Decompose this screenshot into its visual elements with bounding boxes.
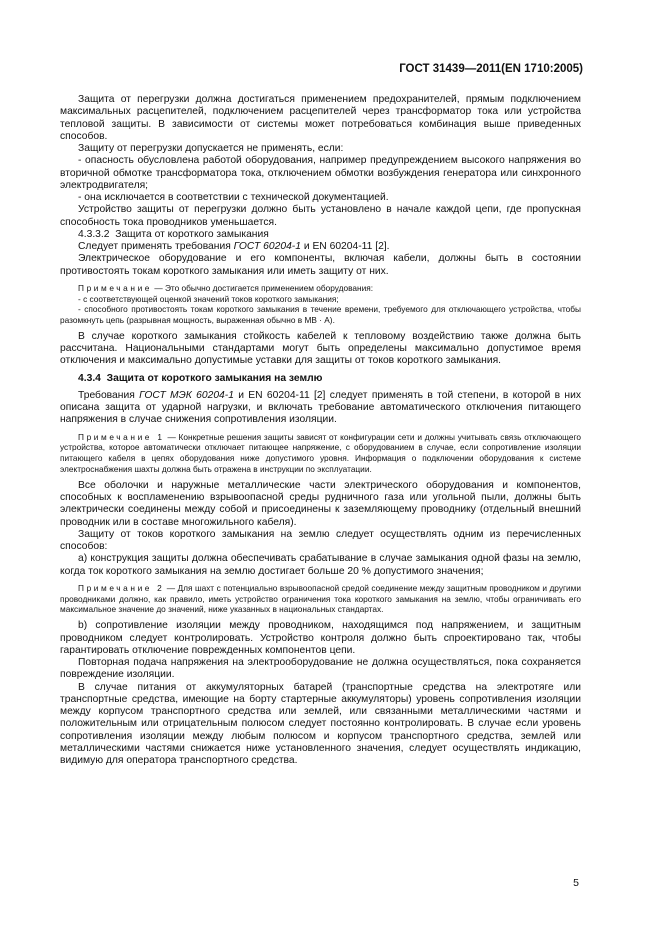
note-list-item: - с соответствующей оценкой значений токов короткого замыкания;: [78, 293, 339, 304]
page-number: 5: [573, 877, 579, 889]
list-item-b: b) сопротивление изоляции между проводником, находящимся под напряжением, и защитным проводником следует контролировать. Устройство контроля должно быть спроектировано так, чтобы гарантировать отключение поврежденных компонентов цепи.: [60, 620, 581, 656]
note-equipment: Примечание — Это обычно достигается применением оборудования:: [78, 282, 374, 293]
section-heading-434: [60, 373, 581, 385]
paragraph-earth-fault-methods: Защиту от токов короткого замыкания на землю следует осуществлять одним из перечисленных способов:: [60, 528, 581, 553]
section-title: Защита от короткого замыкания: [115, 228, 269, 240]
document-header: ГОСТ 31439—2011(EN 1710:2005): [399, 63, 583, 75]
paragraph-overload-exemption: Защиту от перегрузки допускается не применять, если:: [78, 143, 344, 154]
standard-reference: ГОСТ МЭК 60204-1: [139, 389, 234, 401]
paragraph-battery-supply: В случае питания от аккумуляторных батарей (транспортные средства на электротяге или транспортные средства, имеющие на борту стартерные аккумуляторы) уровень сопротивления изоляции между корпусом транспортного средства или землей, или связанными металлическими частями и положительным или отрицательным полюсом следует постоянно контролировать. В случае если уровень сопротивления изоляции между любым полюсом и корпусом транспортного средства, землей или металлическими частями снижается ниже установленного значения, следует осуществлять индикацию, видимую для оператора транспортного средства.: [60, 681, 581, 767]
standard-reference: ГОСТ 60204-1: [233, 241, 301, 252]
paragraph-cable-thermal: В случае короткого замыкания стойкость кабелей к тепловому воздействию также должна быть рассчитана. Национальными стандартами могут быть определены максимально допустимое время отключения и максимально допустимые уставки для защиты от токов короткого замыкания.: [60, 330, 581, 367]
paragraph-overload-methods: Защита от перегрузки должна достигаться применением предохранителей, прямым подключением максимальных расцепителей, подключением расцепителей через трансформатор тока или устройства тепловой защиты. В зависимости от системы может потребоваться комбинация выше приведенных способов.: [60, 94, 581, 142]
paragraph-enclosures-grounding: Все оболочки и наружные металлические части электрического оборудования и компонентов, способных к воспламенению взрывоопасной среды рудничного газа или угольной пыли, должны быть электрически соединены между собой и присоединены к заземляющему проводнику (отдельный внешний проводник или в составе многожильного кабеля).: [60, 479, 581, 528]
paragraph-requirements-iec: Требования ГОСТ МЭК 60204-1 и EN 60204-11 [2] следует применять в той степени, в которой в них описана защита от ударной нагрузки, и включать требование автоматического отключения питающего напряжения в случае снижения сопротивления изоляции.: [60, 389, 581, 426]
list-item-hazard: - опасность обусловлена работой оборудования, например предупреждением высокого напряжения во вторичной обмотке трансформатора тока, отключением обмотки возбуждения генератора или синхронного электродвигателя;: [60, 155, 581, 191]
paragraph-short-circuit-withstand: Электрическое оборудование и его компоненты, включая кабели, должны быть в состоянии противостоять токам короткого замыкания или иметь защиту от них.: [60, 253, 581, 277]
section-number: 4.3.3.2: [78, 228, 110, 240]
list-item-documentation: - она исключается в соответствии с технической документацией.: [78, 192, 389, 203]
note-label: Примечание 1: [78, 431, 165, 442]
note-list-item: - способного противостоять токам короткого замыкания в течение времени, требуемого для отключающего устройства, чтобы разомкнуть цепь (разрывная мощность, выраженная обычно в МВ · А).: [60, 304, 581, 326]
paragraph-overload-device-location: Устройство защиты от перегрузки должно быть установлено в начале каждой цепи, где пропускная способность тока проводников уменьшается.: [60, 204, 581, 228]
paragraph-requirements-60204: Следует применять требования ГОСТ 60204-1 и EN 60204-11 [2].: [78, 241, 390, 252]
paragraph-reenergizing: Повторная подача напряжения на электрооборудование не должна осуществляться, пока сохраняется повреждение изоляции.: [60, 657, 581, 681]
note-2: Примечание 2 — Для шахт с потенциально взрывоопасной средой соединение между защитным проводником и другими проводниками должно, как правило, иметь устройство ограничения тока короткого замыкания на землю, чтобы ограничивать его максимальное значение до значений, ниже указанных в национальных стандартах.: [60, 582, 581, 615]
note-label: Примечание 2: [78, 582, 165, 593]
section-title: Защита от короткого замыкания на землю: [106, 372, 323, 384]
note-1: Примечание 1 — Конкретные решения защиты зависят от конфигурации сети и должны учитывать связь отключающего устройства, которое автоматически отключает питающее напряжение, с оборудованием в случае, если сопротивление изоляции питающего кабеля в цепях оборудования ниже допустимого уровня. Информация о подключении оборудования к системе электроснабжения шахты должна быть отражена в инструкции по эксплуатации.: [60, 431, 581, 475]
section-number: 4.3.4: [78, 372, 101, 384]
section-heading-4332: [60, 229, 581, 241]
list-item-a: а) конструкция защиты должна обеспечивать срабатывание в случае замыкания одной фазы на землю, когда ток короткого замыкания на землю достигает больше 20 % допустимого значения;: [60, 553, 581, 577]
note-label: Примечание: [78, 282, 153, 293]
document-body: [60, 94, 581, 767]
